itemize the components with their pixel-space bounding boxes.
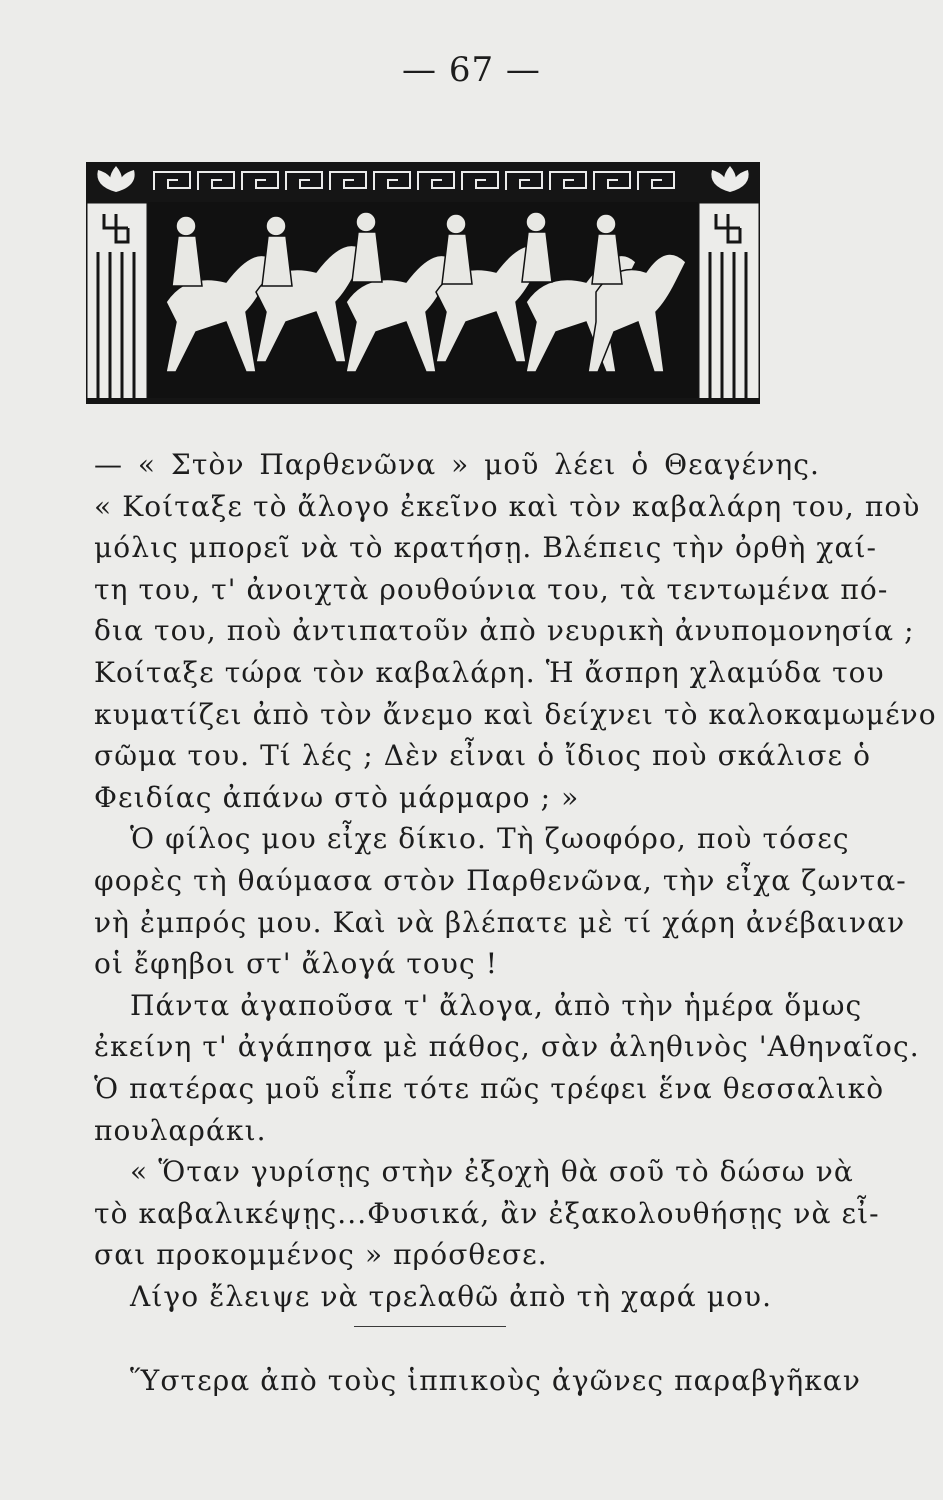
text-line: δια του, ποὺ ἀντιπατοῦν ἀπὸ νευρικὴ ἀνυπομονησία ; [94, 614, 915, 648]
text-line: νὴ ἐμπρός μου. Καὶ νὰ βλέπατε μὲ τί χάρη ἀνέβαιναν [94, 905, 906, 939]
text-line: Ὕστερα ἀπὸ τοὺς ἱππικοὺς ἀγῶνες παραβγῆκαν [130, 1364, 861, 1397]
text-line: Λίγο ἔλειψε νὰ τρελαθῶ ἀπὸ τὴ χαρά μου. [130, 1279, 773, 1313]
text-line: ἐκείνη τ' ἀγάπησα μὲ πάθος, σὰν ἀληθινὸς 'Αθηναῖος. [94, 1030, 920, 1064]
text-line: σαι προκομμένος » πρόσθεσε. [94, 1238, 548, 1272]
text-line: φορὲς τὴ θαύμασα στὸν Παρθενῶνα, τὴν εἶχα ζωντα- [94, 863, 907, 897]
text-line: μόλις μπορεῖ νὰ τὸ κρατήσῃ. Βλέπεις τὴν ὀρθὴ χαί- [94, 531, 878, 565]
text-line: πουλαράκι. [94, 1113, 267, 1147]
horse-riders-frieze-illustration [86, 152, 760, 408]
text-line: τη του, τ' ἀνοιχτὰ ρουθούνια του, τὰ τεντωμένα πό- [94, 572, 889, 606]
text-line: Ὁ φίλος μου εἶχε δίκιο. Τὴ ζωοφόρο, ποὺ τόσες [130, 822, 850, 856]
text-line: « Κοίταξε τὸ ἄλογο ἐκεῖνο καὶ τὸν καβαλάρη του, ποὺ [94, 489, 921, 523]
body-text [94, 444, 937, 1317]
text-line: σῶμα του. Τί λές ; Δὲν εἶναι ὁ ἴδιος ποὺ σκάλισε ὁ [94, 739, 872, 773]
final-text-line [94, 1360, 861, 1402]
text-line: — « Στὸν Παρθενῶνα » μοῦ λέει ὁ Θεαγένης. [94, 448, 820, 481]
text-line: Κοίταξε τώρα τὸν καβαλάρη. Ἡ ἄσπρη χλαμύδα του [94, 655, 885, 689]
text-line: κυματίζει ἀπὸ τὸν ἄνεμο καὶ δείχνει τὸ καλοκαμωμένο [94, 697, 937, 731]
text-line: « Ὅταν γυρίσῃς στὴν ἐξοχὴ θὰ σοῦ τὸ δώσω νὰ [130, 1155, 854, 1189]
text-line: Πάντα ἀγαποῦσα τ' ἄλογα, ἀπὸ τὴν ἡμέρα ὅμως [130, 988, 863, 1022]
text-line: Φειδίας ἀπάνω στὸ μάρμαρο ; » [94, 780, 580, 814]
text-line: Ὁ πατέρας μοῦ εἶπε τότε πῶς τρέφει ἕνα θεσσαλικὸ [94, 1071, 885, 1105]
page-number: — 67 — [402, 50, 541, 90]
text-line: τὸ καβαλικέψῃς...Φυσικά, ἂν ἐξακολουθήσῃς νὰ εἶ- [94, 1196, 880, 1230]
text-line: οἱ ἔφηβοι στ' ἄλογά τους ! [94, 947, 499, 981]
section-divider [354, 1326, 506, 1327]
